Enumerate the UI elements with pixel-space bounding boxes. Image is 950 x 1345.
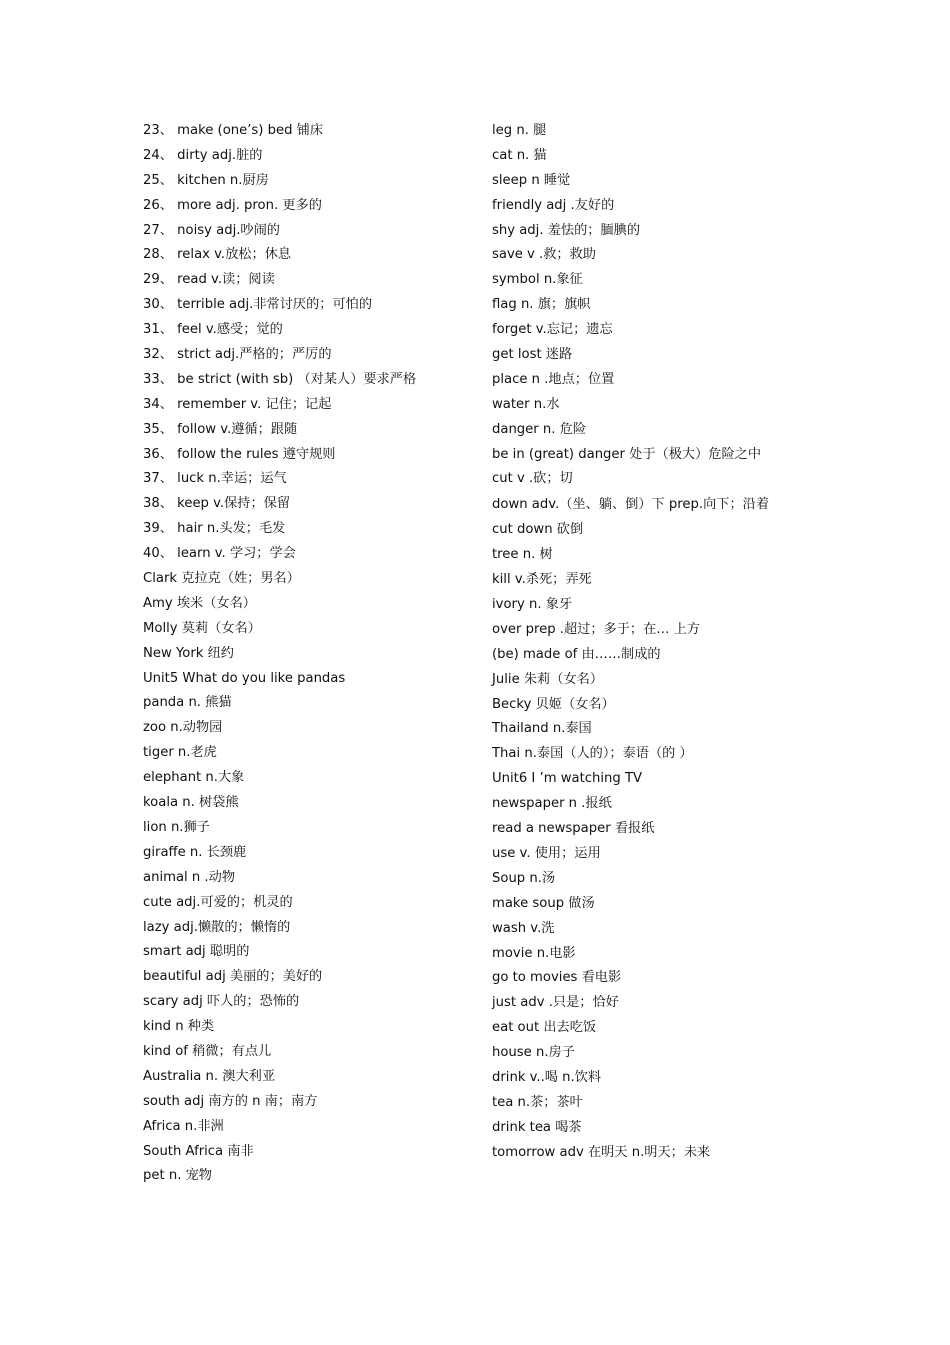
vocab-entry: 26、 more adj. pron. 更多的 bbox=[143, 197, 322, 213]
vocab-entry: Julie 朱莉（女名） bbox=[492, 671, 604, 687]
vocab-entry: tomorrow adv 在明天 n.明天；未来 bbox=[492, 1144, 711, 1160]
vocab-entry: 27、 noisy adj.吵闹的 bbox=[143, 222, 280, 238]
vocab-entry: animal n .动物 bbox=[143, 869, 236, 885]
vocab-entry: 31、 feel v.感受；觉的 bbox=[143, 322, 283, 338]
vocab-entry: panda n. 熊猫 bbox=[143, 695, 232, 711]
vocab-entry: kind n 种类 bbox=[143, 1019, 215, 1035]
vocab-entry: 23、 make (one’s) bed 铺床 bbox=[143, 123, 324, 138]
vocab-entry: 25、 kitchen n.厨房 bbox=[143, 172, 269, 188]
vocab-entry: zoo n.动物园 bbox=[143, 720, 223, 736]
vocab-entry: smart adj 聪明的 bbox=[143, 944, 250, 960]
vocab-entry: leg n. 腿 bbox=[492, 123, 547, 138]
vocab-entry: 36、 follow the rules 遵守规则 bbox=[143, 446, 336, 462]
vocab-entry: elephant n.大象 bbox=[143, 770, 245, 786]
vocab-entry: house n.房子 bbox=[492, 1045, 575, 1061]
vocab-entry: Amy 埃米（女名） bbox=[143, 595, 256, 611]
vocab-entry: go to movies 看电影 bbox=[492, 970, 622, 986]
vocab-entry: forget v.忘记；遗忘 bbox=[492, 322, 613, 338]
vocab-entry: kind of 稍微；有点儿 bbox=[143, 1043, 272, 1059]
vocab-entry: Africa n.非洲 bbox=[143, 1118, 224, 1134]
vocab-entry: 35、 follow v.遵循；跟随 bbox=[143, 421, 298, 437]
vocab-entry: 30、 terrible adj.非常讨厌的；可怕的 bbox=[143, 297, 373, 313]
vocab-entry: 34、 remember v. 记住；记起 bbox=[143, 396, 332, 412]
vocab-entry: water n.水 bbox=[492, 396, 560, 412]
vocab-entry: cat n. 猫 bbox=[492, 147, 547, 163]
vocab-entry: 37、 luck n.幸运；运气 bbox=[143, 471, 287, 487]
vocab-entry: movie n.电影 bbox=[492, 945, 576, 961]
vocab-entry: flag n. 旗；旗帜 bbox=[492, 297, 591, 313]
vocab-entry: friendly adj .友好的 bbox=[492, 197, 615, 213]
vocab-entry: 24、 dirty adj.脏的 bbox=[143, 147, 263, 163]
vocab-entry: (be) made of 由……制成的 bbox=[492, 646, 661, 662]
vocab-entry: cut down 砍倒 bbox=[492, 522, 584, 538]
vocab-entry: New York 纽约 bbox=[143, 645, 234, 661]
vocab-entry: Thailand n.泰国 bbox=[492, 721, 592, 737]
vocab-entry: cute adj.可爱的；机灵的 bbox=[143, 894, 293, 910]
vocab-entry: ivory n. 象牙 bbox=[492, 597, 573, 613]
vocab-entry: save v .救；救助 bbox=[492, 247, 596, 263]
vocab-entry: over prep .超过；多于；在… 上方 bbox=[492, 621, 701, 637]
vocab-entry: tree n. 树 bbox=[492, 547, 553, 563]
vocab-entry: drink v..喝 n.饮料 bbox=[492, 1069, 602, 1085]
vocab-entry: sleep n 睡觉 bbox=[492, 172, 571, 188]
vocab-entry: kill v.杀死；弄死 bbox=[492, 572, 592, 588]
vocab-entry: tea n.茶；茶叶 bbox=[492, 1094, 583, 1110]
vocab-entry: get lost 迷路 bbox=[492, 347, 573, 363]
vocab-entry: cut v .砍；切 bbox=[492, 471, 573, 487]
vocab-entry: Soup n.汤 bbox=[492, 870, 556, 886]
unit-heading: Unit5 What do you like pandas bbox=[143, 670, 346, 686]
vocab-entry: koala n. 树袋熊 bbox=[143, 795, 239, 811]
vocab-entry: 32、 strict adj.严格的；严厉的 bbox=[143, 347, 332, 363]
vocab-entry: south adj 南方的 n 南；南方 bbox=[143, 1093, 318, 1109]
vocab-entry: 38、 keep v.保持；保留 bbox=[143, 496, 291, 512]
vocab-entry: symbol n.象征 bbox=[492, 272, 583, 288]
vocab-entry: Clark 克拉克（姓；男名） bbox=[143, 571, 300, 587]
vocab-entry: giraffe n. 长颈鹿 bbox=[143, 844, 247, 860]
vocab-entry: 39、 hair n.头发；毛发 bbox=[143, 521, 286, 537]
vocab-entry: scary adj 吓人的；恐怖的 bbox=[143, 994, 300, 1010]
vocab-entry: lion n.狮子 bbox=[143, 819, 210, 835]
vocab-entry: South Africa 南非 bbox=[143, 1143, 254, 1159]
vocab-entry: eat out 出去吃饭 bbox=[492, 1020, 597, 1036]
vocab-entry: Australia n. 澳大利亚 bbox=[143, 1068, 276, 1084]
vocab-entry: tiger n.老虎 bbox=[143, 745, 217, 761]
vocab-entry: Thai n.泰国（人的）；泰语（的 ） bbox=[492, 746, 693, 762]
vocab-entry: pet n. 宠物 bbox=[143, 1168, 212, 1184]
vocab-entry: make soup 做汤 bbox=[492, 895, 595, 911]
vocab-entry: Becky 贝姬（女名） bbox=[492, 696, 615, 712]
vocab-entry: 40、 learn v. 学习；学会 bbox=[143, 546, 296, 562]
vocab-entry: newspaper n .报纸 bbox=[492, 796, 612, 812]
vocab-entry: 28、 relax v.放松；休息 bbox=[143, 247, 292, 263]
vocab-entry: Molly 莫莉（女名） bbox=[143, 620, 261, 636]
vocab-entry: danger n. 危险 bbox=[492, 421, 587, 437]
vocab-entry: 33、 be strict (with sb) （对某人）要求严格 bbox=[143, 371, 417, 387]
vocab-entry: wash v.洗 bbox=[492, 920, 555, 936]
vocab-entry: drink tea 喝茶 bbox=[492, 1119, 582, 1135]
vocab-entry: use v. 使用；运用 bbox=[492, 845, 601, 861]
vocab-entry: be in (great) danger 处于（极大）危险之中 bbox=[492, 446, 762, 462]
left-column bbox=[143, 119, 473, 1189]
unit-heading: Unit6 I ’m watching TV bbox=[492, 771, 643, 787]
vocab-entry: shy adj. 羞怯的；腼腆的 bbox=[492, 222, 641, 238]
vocab-entry: 29、 read v.读；阅读 bbox=[143, 272, 275, 288]
vocab-entry: read a newspaper 看报纸 bbox=[492, 821, 655, 837]
right-column bbox=[492, 119, 822, 1166]
vocab-entry-wrapped: down adv.（坐、躺、倒）下 prep.向下；沿着 bbox=[492, 497, 770, 513]
vocab-entry: beautiful adj 美丽的；美好的 bbox=[143, 969, 323, 985]
vocab-entry: just adv .只是；恰好 bbox=[492, 995, 619, 1011]
vocab-entry: place n .地点；位置 bbox=[492, 371, 615, 387]
vocab-entry: lazy adj.懒散的；懒惰的 bbox=[143, 919, 291, 935]
